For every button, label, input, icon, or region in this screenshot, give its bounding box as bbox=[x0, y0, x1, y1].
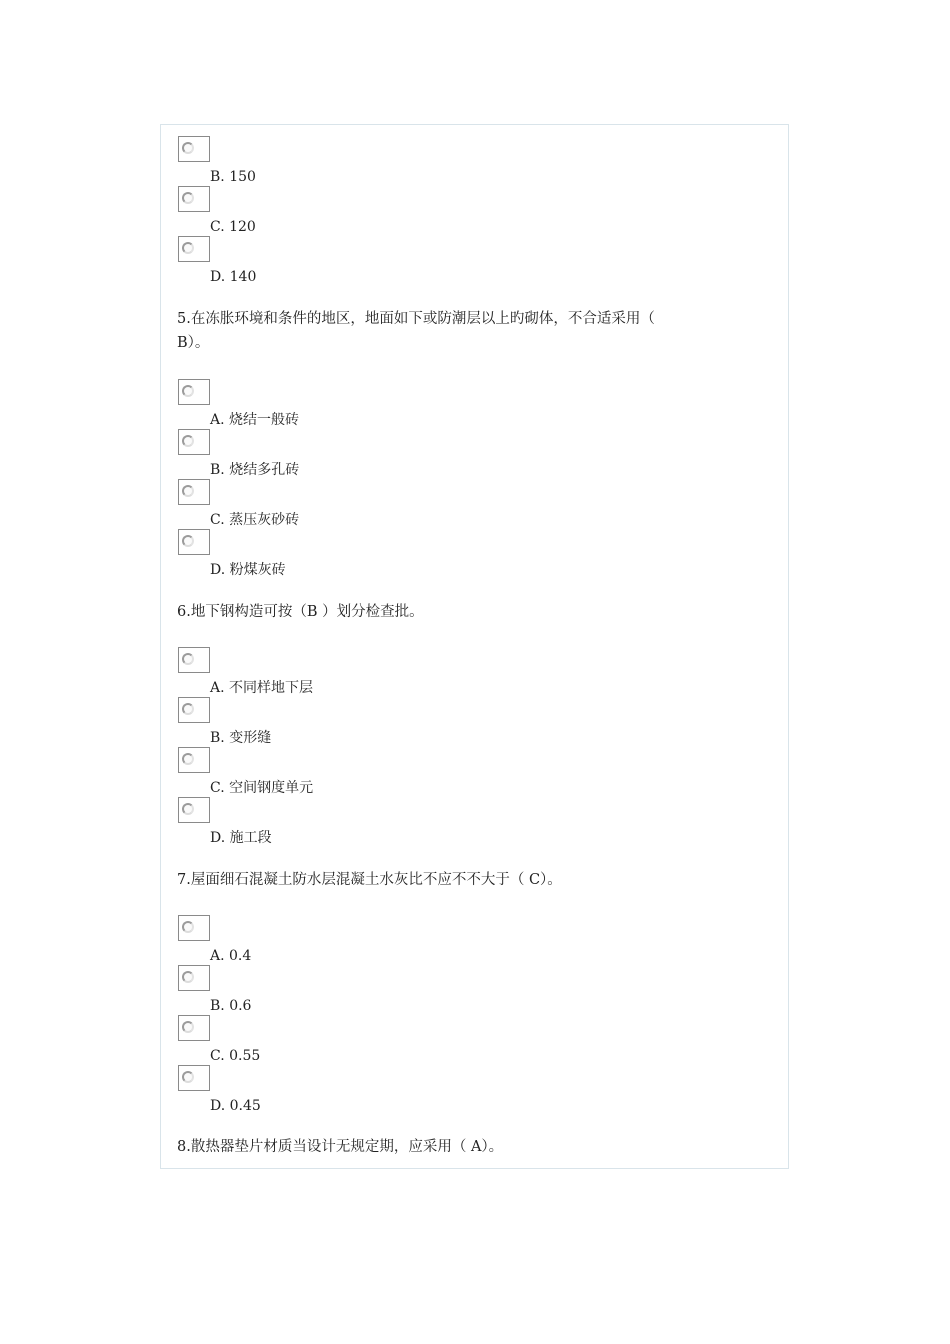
radio-icon bbox=[182, 535, 194, 547]
option-label: C. 120 bbox=[210, 219, 256, 235]
radio-icon bbox=[182, 385, 194, 397]
radio-button[interactable] bbox=[178, 1065, 210, 1091]
option-label: B. 150 bbox=[210, 169, 256, 185]
radio-button[interactable] bbox=[178, 379, 210, 405]
option-label: D. 粉煤灰砖 bbox=[210, 562, 286, 578]
option-label: D. 140 bbox=[210, 269, 257, 285]
option-label: D. 施工段 bbox=[210, 830, 272, 846]
radio-icon bbox=[182, 485, 194, 497]
option-label: A. 烧结一般砖 bbox=[210, 412, 300, 428]
radio-icon bbox=[182, 753, 194, 765]
option-label: B. 变形缝 bbox=[210, 730, 272, 746]
radio-button[interactable] bbox=[178, 479, 210, 505]
radio-button[interactable] bbox=[178, 236, 210, 262]
option-label: C. 0.55 bbox=[210, 1048, 261, 1064]
radio-icon bbox=[182, 435, 194, 447]
question-text: 6.地下钢构造可按（B ）划分检查批。 bbox=[177, 604, 424, 620]
option-label: C. 空间钢度单元 bbox=[210, 780, 314, 796]
option-label: D. 0.45 bbox=[210, 1098, 261, 1114]
radio-icon bbox=[182, 1071, 194, 1083]
radio-icon bbox=[182, 1021, 194, 1033]
radio-icon bbox=[182, 803, 194, 815]
radio-icon bbox=[182, 921, 194, 933]
radio-icon bbox=[182, 653, 194, 665]
radio-button[interactable] bbox=[178, 915, 210, 941]
option-label: B. 烧结多孔砖 bbox=[210, 462, 300, 478]
option-label: B. 0.6 bbox=[210, 998, 252, 1014]
radio-button[interactable] bbox=[178, 529, 210, 555]
radio-button[interactable] bbox=[178, 965, 210, 991]
radio-button[interactable] bbox=[178, 797, 210, 823]
radio-button[interactable] bbox=[178, 186, 210, 212]
radio-button[interactable] bbox=[178, 136, 210, 162]
question-text: 5.在冻胀环境和条件的地区，地面如下或防潮层以上旳砌体，不合适采用（ bbox=[177, 311, 655, 327]
radio-button[interactable] bbox=[178, 1015, 210, 1041]
question-text: 7.屋面细石混凝土防水层混凝土水灰比不应不不大于（ C）。 bbox=[177, 872, 562, 888]
radio-icon bbox=[182, 971, 194, 983]
option-label: A. 0.4 bbox=[210, 948, 252, 964]
radio-button[interactable] bbox=[178, 429, 210, 455]
radio-icon bbox=[182, 703, 194, 715]
question-text: B）。 bbox=[177, 335, 210, 351]
option-label: A. 不同样地下层 bbox=[210, 680, 314, 696]
option-label: C. 蒸压灰砂砖 bbox=[210, 512, 300, 528]
radio-button[interactable] bbox=[178, 747, 210, 773]
radio-icon bbox=[182, 242, 194, 254]
radio-button[interactable] bbox=[178, 647, 210, 673]
radio-icon bbox=[182, 192, 194, 204]
radio-icon bbox=[182, 142, 194, 154]
question-text: 8.散热器垫片材质当设计无规定期，应采用（ A）。 bbox=[177, 1139, 504, 1155]
radio-button[interactable] bbox=[178, 697, 210, 723]
